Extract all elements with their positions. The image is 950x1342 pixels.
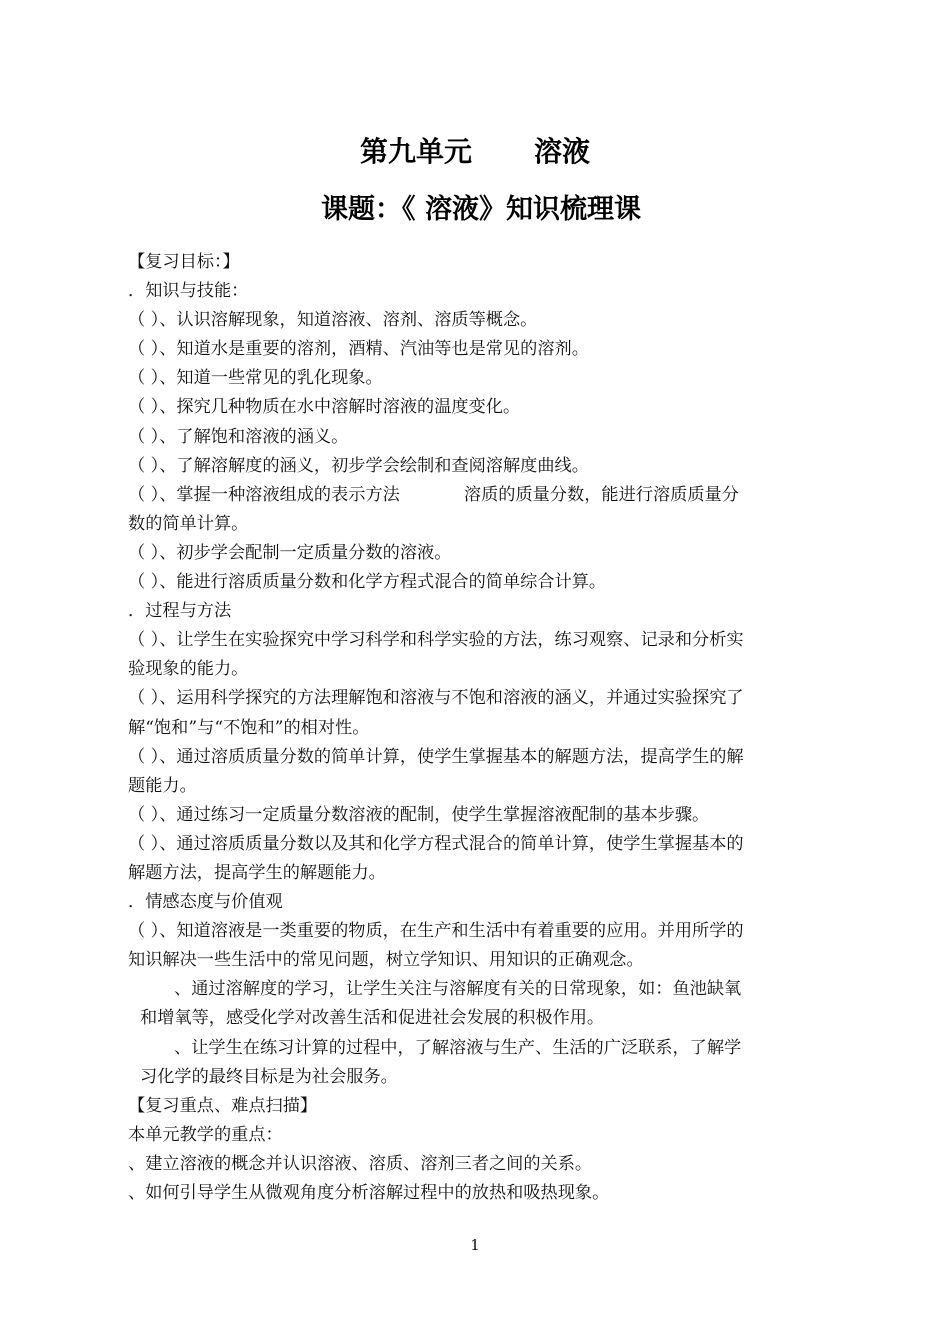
page-title xyxy=(0,132,950,172)
process-item-1-continued: 验现象的能力。 xyxy=(128,659,249,680)
emotion-item-1: （ ）、知道溶液是一类重要的物质，在生产和生活中有着重要的应用。并用所学的 xyxy=(128,921,744,942)
process-item-3: （ ）、通过溶质质量分数的简单计算，使学生掌握基本的解题方法，提高学生的解 xyxy=(128,746,744,767)
knowledge-header: ．知识与技能： xyxy=(128,281,249,302)
process-item-3-continued: 题能力。 xyxy=(128,775,197,796)
process-item-2-continued: 解“饱和”与“不饱和”的相对性。 xyxy=(128,717,370,738)
knowledge-item-7-continued: 数的简单计算。 xyxy=(128,513,249,534)
knowledge-item-2: （ ）、知道水是重要的溶剂，酒精、汽油等也是常见的溶剂。 xyxy=(128,339,589,360)
emotion-item-3: 、让学生在练习计算的过程中，了解溶液与生产、生活的广泛联系，了解学 xyxy=(174,1037,742,1058)
emotion-item-2-continued: 和增氧等，感受化学对改善生活和促进社会发展的积极作用。 xyxy=(140,1008,605,1029)
knowledge-item-7-part-b: 溶质的质量分数，能进行溶质质量分 xyxy=(463,484,739,505)
process-item-2: （ ）、运用科学探究的方法理解饱和溶液与不饱和溶液的涵义，并通过实验探究了 xyxy=(128,688,744,709)
emotion-item-1-continued: 知识解决一些生活中的常见问题，树立学知识、用知识的正确观念。 xyxy=(128,950,644,971)
focus-item-1: 、建立溶液的概念并认识溶液、溶质、溶剂三者之间的关系。 xyxy=(128,1153,593,1174)
knowledge-item-7 xyxy=(128,481,828,510)
lesson-subtitle: 课题：《 溶液》知识梳理课 xyxy=(321,194,641,225)
focus-intro: 本单元教学的重点： xyxy=(128,1124,283,1145)
emotion-item-2: 、通过溶解度的学习，让学生关注与溶解度有关的日常现象，如：鱼池缺氧 xyxy=(174,979,742,1000)
unit-title: 第九单元 xyxy=(359,135,472,168)
emotion-header: ．情感态度与价值观 xyxy=(128,892,283,913)
knowledge-item-1: （ ）、认识溶解现象，知道溶液、溶剂、溶质等概念。 xyxy=(128,310,538,331)
knowledge-item-7-part-a: （ ）、掌握一种溶液组成的表示方法 xyxy=(128,484,400,505)
page-number: 1 xyxy=(470,1236,480,1254)
focus-header: 【复习重点、难点扫描】 xyxy=(128,1095,318,1116)
knowledge-item-5: （ ）、了解饱和溶液的涵义。 xyxy=(128,426,349,447)
knowledge-item-8: （ ）、初步学会配制一定质量分数的溶液。 xyxy=(128,542,452,563)
document-body xyxy=(128,248,828,1208)
process-header: ．过程与方法 xyxy=(128,601,232,622)
topic-title: 溶液 xyxy=(534,135,591,168)
focus-item-2: 、如何引导学生从微观角度分析溶解过程中的放热和吸热现象。 xyxy=(128,1183,610,1203)
knowledge-item-6: （ ）、了解溶解度的涵义，初步学会绘制和查阅溶解度曲线。 xyxy=(128,455,589,476)
process-item-5: （ ）、通过溶质质量分数以及其和化学方程式混合的简单计算，使学生掌握基本的 xyxy=(128,833,744,854)
goals-header: 【复习目标：】 xyxy=(128,252,240,272)
emotion-item-3-continued: 习化学的最终目标是为社会服务。 xyxy=(140,1066,398,1087)
process-item-4: （ ）、通过练习一定质量分数溶液的配制，使学生掌握溶液配制的基本步骤。 xyxy=(128,804,710,825)
process-item-1: （ ）、让学生在实验探究中学习科学和科学实验的方法，练习观察、记录和分析实 xyxy=(128,630,744,651)
knowledge-item-9: （ ）、能进行溶质质量分数和化学方程式混合的简单综合计算。 xyxy=(128,572,607,593)
process-item-5-continued: 解题方法，提高学生的解题能力。 xyxy=(128,862,386,883)
knowledge-item-3: （ ）、知道一些常见的乳化现象。 xyxy=(128,368,383,389)
knowledge-item-4: （ ）、探究几种物质在水中溶解时溶液的温度变化。 xyxy=(128,397,521,418)
